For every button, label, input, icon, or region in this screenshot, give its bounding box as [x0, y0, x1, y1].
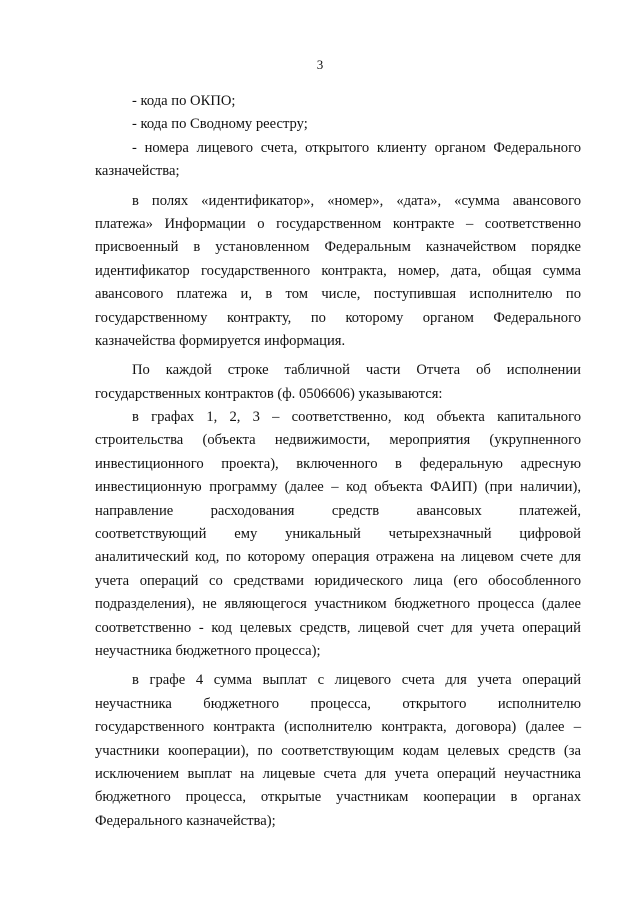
text-line: направление расходования средств авансовых платежей,	[95, 502, 581, 519]
text-line: соответствующий ему уникальный четырехзначный цифровой	[95, 526, 581, 543]
text-line: Федерального казначейства);	[95, 812, 276, 829]
page-number: 3	[316, 57, 324, 72]
text-line: государственного контракта (исполнителю контракта, договора) (далее –	[95, 719, 581, 736]
document-body	[95, 90, 581, 833]
text-line: По каждой строке табличной части Отчета об исполнении	[132, 362, 581, 379]
text-line: в полях «идентификатор», «номер», «дата», «сумма авансового	[132, 192, 581, 209]
text-line: аналитический код, по которому операция отражена на лицевом счете для	[95, 549, 581, 566]
text-line: государственному контракту, по которому органом Федерального	[95, 309, 581, 326]
text-line: государственных контрактов (ф. 0506606) указываются:	[95, 385, 443, 402]
text-line: авансового платежа и, в том числе, поступившая исполнителю по	[95, 286, 581, 303]
text-line: - кода по ОКПО;	[132, 93, 236, 109]
text-line: платежа» Информации о государственном контракте – соответственно	[95, 215, 581, 232]
text-line: бюджетного процесса, открытые участникам кооперации в органах	[95, 789, 581, 806]
text-line: учета операций со средствами юридического лица (его обособленного	[95, 572, 581, 589]
text-line: в графах 1, 2, 3 – соответственно, код объекта капитального	[132, 409, 581, 426]
text-line: участники кооперации), по соответствующим кодам целевых средств (за	[95, 742, 581, 759]
text-line: подразделения), не являющегося участником бюджетного процесса (далее	[95, 596, 581, 613]
text-line: в графе 4 сумма выплат с лицевого счета для учета операций	[132, 672, 581, 689]
text-line: казначейства;	[95, 163, 180, 180]
text-line: неучастника бюджетного процесса, открытого исполнителю	[95, 695, 581, 712]
text-line: исключением выплат на лицевые счета для учета операций неучастника	[95, 765, 581, 782]
text-line: - кода по Сводному реестру;	[132, 116, 308, 133]
text-line: инвестиционную программу (далее – код объекта ФАИП) (при наличии),	[95, 479, 581, 496]
text-line: неучастника бюджетного процесса);	[95, 642, 321, 659]
text-line: присвоенный в установленном Федеральным казначейством порядке	[95, 239, 581, 256]
text-line: соответственно - код целевых средств, лицевой счет для учета операций	[95, 619, 581, 636]
text-line: инвестиционного проекта), включенного в федеральную адресную	[95, 455, 581, 472]
text-line: казначейства формируется информация.	[95, 332, 346, 349]
text-line: строительства (объекта недвижимости, мероприятия (укрупненного	[95, 432, 581, 449]
text-line: - номера лицевого счета, открытого клиенту органом Федерального	[132, 139, 581, 156]
text-line: идентификатор государственного контракта, номер, дата, общая сумма	[95, 262, 581, 279]
